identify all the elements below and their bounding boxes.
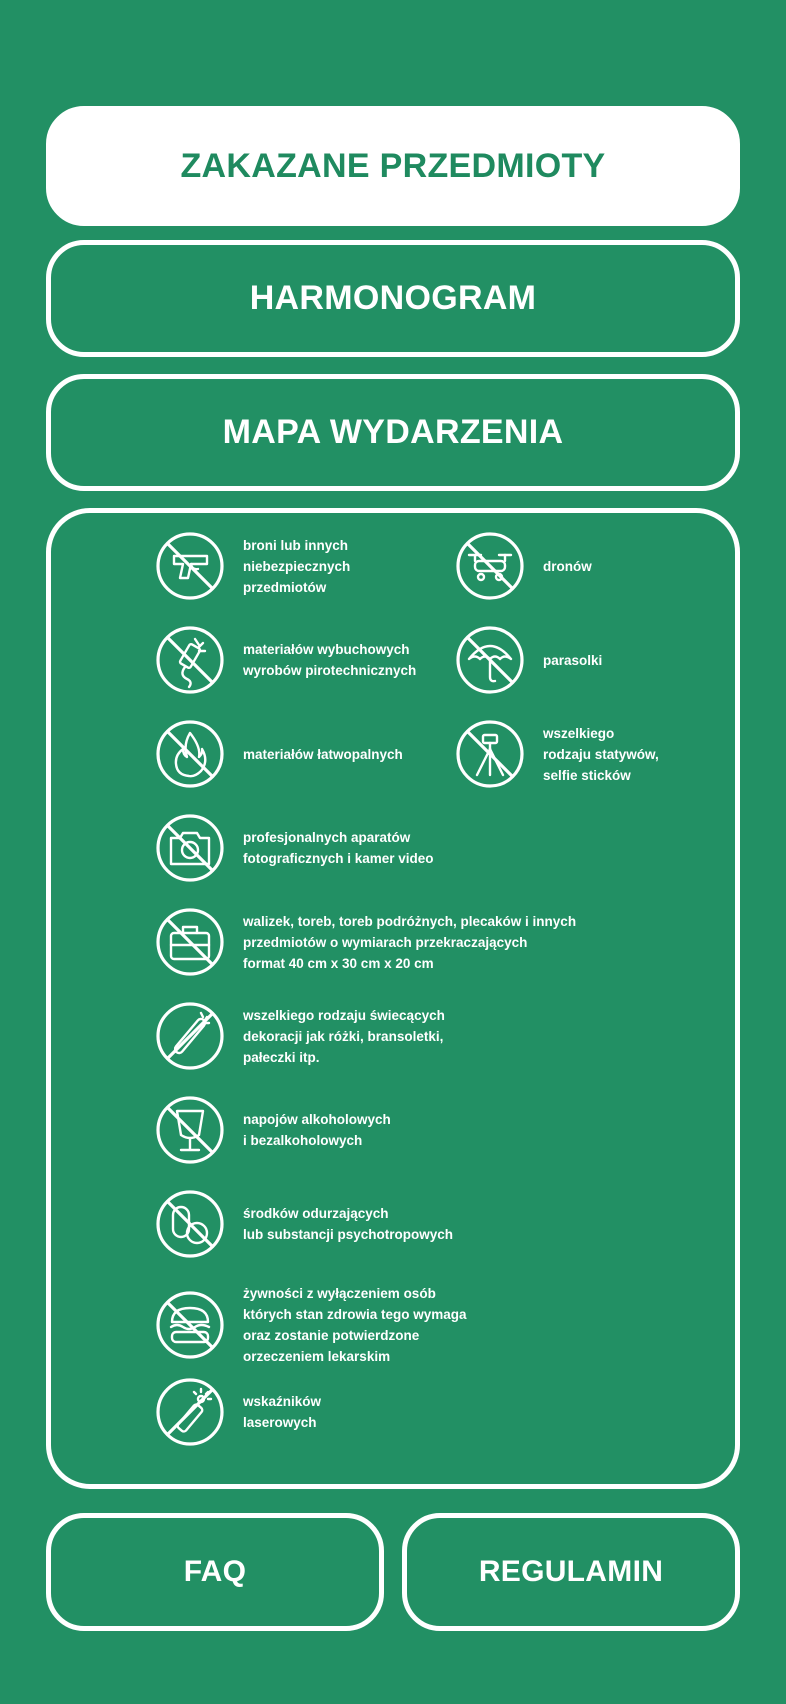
item-text: parasolki (543, 652, 603, 668)
no-drone-icon (455, 531, 525, 601)
list-item (155, 719, 403, 789)
item-text: materiałów łatwopalnych (243, 746, 403, 762)
schedule-button[interactable]: HARMONOGRAM (46, 240, 740, 357)
prohibited-items-button[interactable]: ZAKAZANE PRZEDMIOTY (46, 106, 740, 226)
list-item (155, 907, 576, 977)
item-text: profesjonalnych aparatów fotograficznych i kamer video (243, 830, 434, 866)
no-flammable-icon (155, 719, 225, 789)
prohibited-items-panel (46, 508, 740, 1489)
no-glowstick-icon (155, 1001, 225, 1071)
item-text: walizek, toreb, toreb podróżnych, plecaków i innych przedmiotów o wymiarach przekraczających format 40 cm x 30 cm x 20 cm (243, 913, 577, 971)
item-text: wszelkiego rodzaju świecących dekoracji jak różki, bransoletki, pałeczki itp. (243, 1007, 445, 1065)
item-text: środków odurzających lub substancji psychotropowych (243, 1206, 454, 1242)
no-fireworks-icon (155, 625, 225, 695)
list-item (155, 531, 350, 601)
no-camera-icon (155, 813, 225, 883)
no-tripod-icon (455, 719, 525, 789)
list-item (155, 1377, 321, 1447)
list-item (155, 625, 416, 695)
no-food-icon (155, 1290, 225, 1360)
item-text: wszelkiego rodzaju statywów, selfie sticków (543, 725, 659, 783)
faq-button[interactable]: FAQ (46, 1513, 384, 1631)
item-text: materiałów wybuchowych wyrobów pirotechnicznych (243, 642, 417, 678)
list-item (455, 625, 602, 695)
item-text: napojów alkoholowych i bezalkoholowych (243, 1112, 391, 1148)
list-item (155, 1095, 391, 1165)
regulations-button[interactable]: REGULAMIN (402, 1513, 740, 1631)
list-item (455, 531, 592, 601)
event-map-button[interactable]: MAPA WYDARZENIA (46, 374, 740, 491)
list-item (155, 813, 434, 883)
no-luggage-icon (155, 907, 225, 977)
item-text: żywności z wyłączeniem osób których stan zdrowia tego wymaga oraz zostanie potwierdzone orzeczeniem lekarskim (243, 1286, 467, 1364)
list-item (155, 1189, 453, 1259)
list-item (455, 719, 659, 789)
no-drugs-icon (155, 1189, 225, 1259)
list-item (155, 1001, 445, 1071)
no-umbrella-icon (455, 625, 525, 695)
item-text: dronów (543, 558, 592, 574)
item-text: wskaźników laserowych (243, 1394, 322, 1430)
no-drinks-icon (155, 1095, 225, 1165)
no-weapon-icon (155, 531, 225, 601)
list-item (155, 1283, 467, 1367)
item-text: broni lub innych niebezpiecznych przedmiotów (243, 537, 351, 595)
no-laser-icon (155, 1377, 225, 1447)
